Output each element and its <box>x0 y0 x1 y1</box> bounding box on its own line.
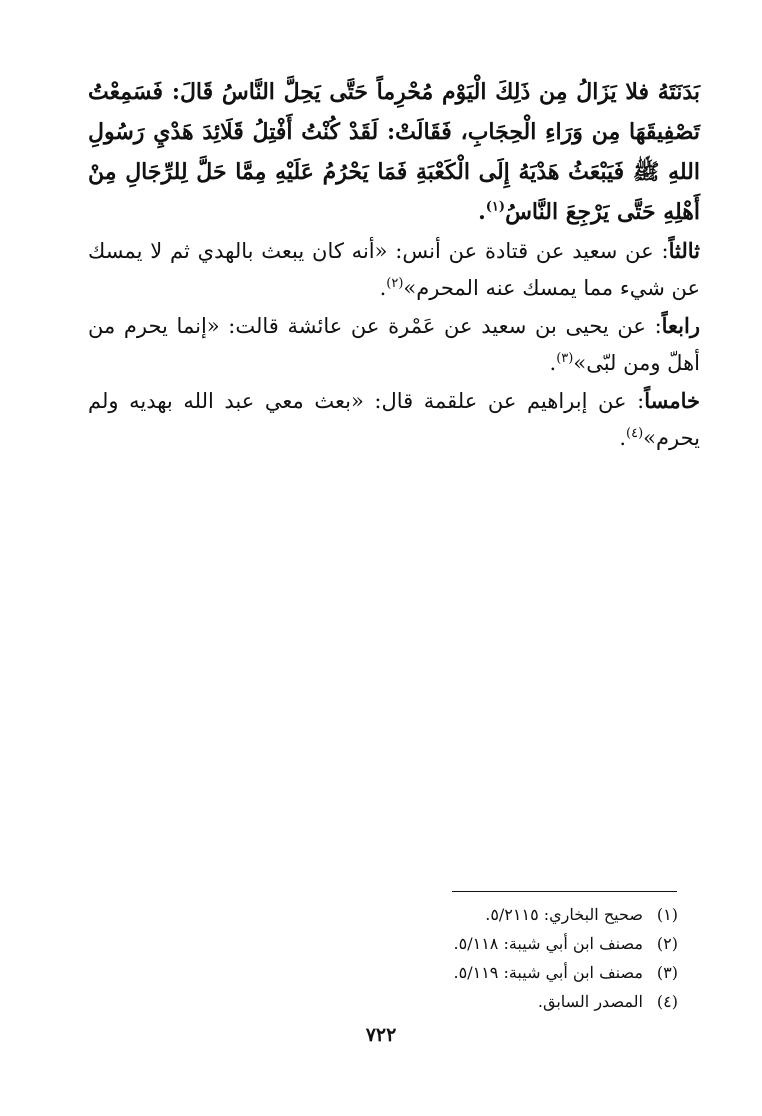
narration-third <box>88 232 700 307</box>
paragraph-lead: خامساً <box>644 388 700 413</box>
footnote-text: صحيح البخاري: ٥/٢١١٥. <box>485 905 643 924</box>
narration-fifth <box>88 382 700 457</box>
footnotes <box>300 900 678 1016</box>
footnote-number: (٢) <box>656 934 678 953</box>
paragraph-lead: رابعاً <box>661 313 700 338</box>
main-text <box>88 72 700 457</box>
paragraph-lead: ثالثاً <box>668 238 700 263</box>
footnote-divider <box>452 891 677 892</box>
footnote-ref-4: (٤) <box>626 426 644 441</box>
footnote-item <box>300 900 678 929</box>
paragraph-text: بَدَنَتَهُ فلا يَزَالُ مِن ذَلِكَ الْيَوْم مُحْرِماً حَتَّى يَحِلَّ النَّاسُ قَالَ: فَسَمِعْتُ تَصْفِيقَهَا مِن وَرَاءِ الْحِجَابِ، فَقَالَتْ: لَقَدْ كُنْتُ أَفْتِلُ قَلَائِدَ هَدْيِ رَسُولِ اللهِ ﷺ فَيَبْعَثُ هَدْيَهُ إِلَى الْكَعْبَةِ فَمَا يَحْرُمُ عَلَيْهِ مِمَّا حَلَّ لِلرِّجَالِ مِنْ أَهْلِهِ حَتَّى يَرْجِعَ النَّاسُ <box>88 79 700 225</box>
page-number: ٧٢٢ <box>365 1024 397 1046</box>
footnote-number: (٤) <box>656 992 678 1011</box>
footnote-number: (١) <box>656 905 678 924</box>
footnote-ref-3: (٣) <box>556 351 574 366</box>
hadith-paragraph <box>88 72 700 232</box>
footnote-item <box>300 958 678 987</box>
paragraph-tail: . <box>379 276 387 300</box>
paragraph-text: : عن يحيى بن سعيد عن عَمْرة عن عائشة قالت: «إنما يحرم من أهلّ ومن لبّى» <box>88 314 700 375</box>
footnote-text: مصنف ابن أبي شيبة: ٥/١١٨. <box>453 934 643 953</box>
narration-fourth <box>88 307 700 382</box>
footnote-text: المصدر السابق. <box>537 992 643 1011</box>
paragraph-text: : عن سعيد عن قتادة عن أنس: «أنه كان يبعث بالهدي ثم لا يمسك عن شيء مما يمسك عنه المحرم» <box>88 239 700 300</box>
footnote-item <box>300 929 678 958</box>
paragraph-tail: . <box>549 351 557 375</box>
footnote-text: مصنف ابن أبي شيبة: ٥/١١٩. <box>453 963 643 982</box>
paragraph-tail: . <box>619 426 627 450</box>
footnote-number: (٣) <box>656 963 678 982</box>
footnote-ref-2: (٢) <box>386 276 404 291</box>
paragraph-tail: . <box>478 199 486 225</box>
paragraph-text: : عن إبراهيم عن علقمة قال: «بعث معي عبد الله بهديه ولم يحرم» <box>88 389 700 450</box>
footnote-ref-1: (١) <box>485 199 506 215</box>
footnote-item <box>300 987 678 1016</box>
